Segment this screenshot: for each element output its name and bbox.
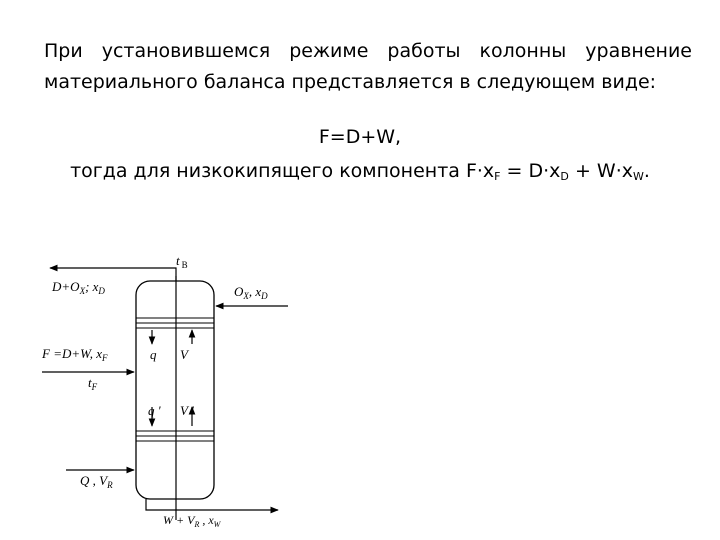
label-strip-liquid: q ' <box>148 403 161 418</box>
bottom-outlet-arrow <box>146 499 278 510</box>
label-rect-vapor: V <box>180 347 188 362</box>
intro-paragraph: При установившемся режиме работы колонны уравнение материального баланса представляется в следующем виде: <box>44 40 692 93</box>
label-rect-liquid: q <box>150 347 157 362</box>
lower-trays <box>136 431 214 441</box>
label-t-top: t $_В$ <box>176 253 188 270</box>
label-feed: F =D+W, $x_F$ <box>42 346 108 363</box>
eq-prefix: тогда для низкокипящего компонента F·x <box>70 160 495 182</box>
eq-middle2: + W·x <box>568 160 633 182</box>
label-reflux: $O_X$, $x_D$ <box>234 284 268 301</box>
column-body <box>136 281 214 499</box>
label-bottoms: $W + V_R$ , $x_W$ <box>163 513 221 529</box>
label-heat: Q , $V_R$ <box>80 473 113 490</box>
eq-sub-d: D <box>560 170 569 183</box>
total-balance-equation: F=D+W, <box>318 126 402 148</box>
eq-middle1: = D·x <box>500 160 561 182</box>
label-strip-vapor: V ' <box>180 403 194 418</box>
upper-trays <box>136 318 214 328</box>
label-feed-temp: $t_F$ <box>88 375 98 392</box>
eq-sub-f: F <box>494 170 501 183</box>
label-distillate: $D+O_X$; $x_D$ <box>52 279 105 296</box>
eq-sub-w: W <box>632 170 644 183</box>
eq-suffix: . <box>643 160 650 182</box>
